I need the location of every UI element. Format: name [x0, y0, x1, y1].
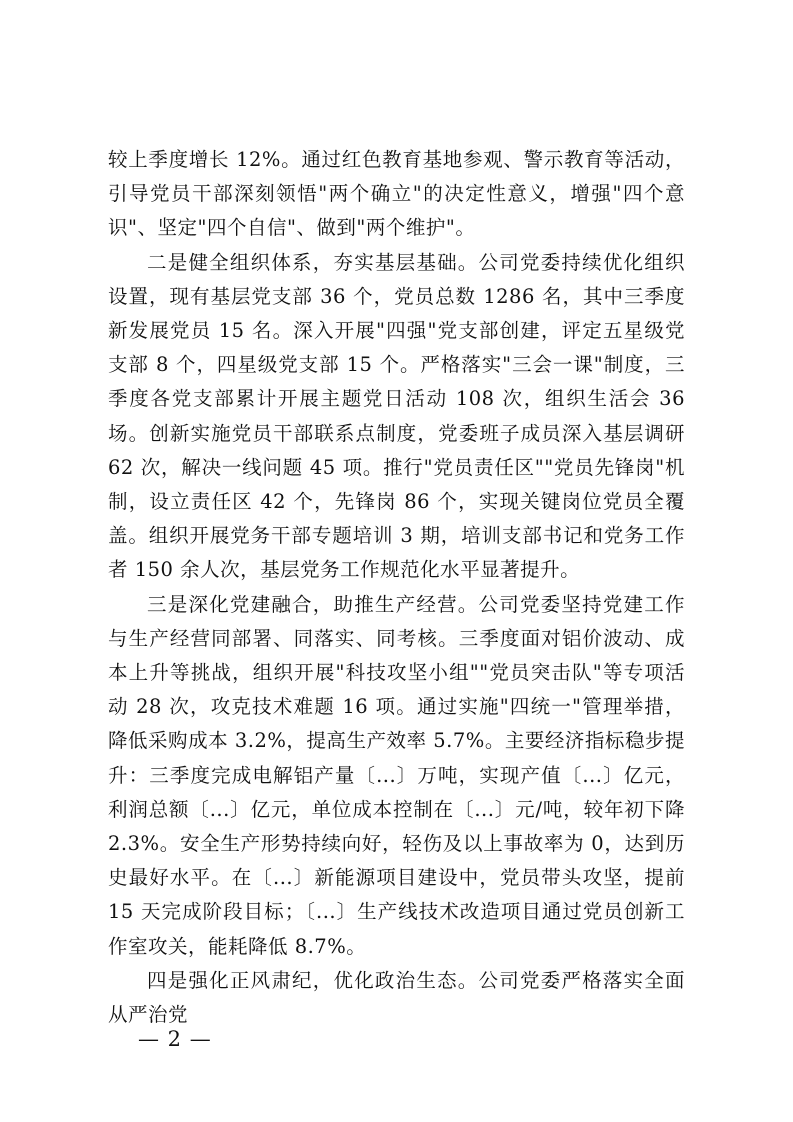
paragraph-continuation: 较上季度增长 12%。通过红色教育基地参观、警示教育等活动，引导党员干部深刻领悟"两个确立"的决定性意义，增强"四个意识"、坚定"四个自信"、做到"两个维护"。	[108, 148, 685, 240]
page-number: — 2 —	[138, 1027, 212, 1051]
paragraph-organization-system: 二是健全组织体系，夯实基层基础。公司党委持续优化组织设置，现有基层党支部 36 个，党员总数 1286 名，其中三季度新发展党员 15 名。深入开展"四强"党支部创建，评定五星级党支部 8 个，四星级党支部 15 个。严格落实"三会一课"制度，三季度各党支部累计开展主题党日活动 108 次，组织生活会 36 场。创新实施党员干部联系点制度，党委班子成员深入基层调研 62 次，解决一线问题 45 项。推行"党员责任区""党员先锋岗"机制，设立责任区 42 个，先锋岗 86 个，实现关键岗位党员全覆盖。组织开展党务干部专题培训 3 期，培训支部书记和党务工作者 150 余人次，基层党务工作规范化水平显著提升。	[108, 250, 685, 582]
paragraph-party-building-integration: 三是深化党建融合，助推生产经营。公司党委坚持党建工作与生产经营同部署、同落实、同考核。三季度面对铝价波动、成本上升等挑战，组织开展"科技攻坚小组""党员突击队"等专项活动 28 次，攻克技术难题 16 项。通过实施"四统一"管理举措，降低采购成本 3.2%，提高生产效率 5.7%。主要经济指标稳步提升：三季度完成电解铝产量〔...〕万吨，实现产值〔...〕亿元，利润总额〔...〕亿元，单位成本控制在〔...〕元/吨，较年初下降 2.3%。安全生产形势持续向好，轻伤及以上事故率为 0，达到历史最好水平。在〔...〕新能源项目建设中，党员带头攻坚，提前 15 天完成阶段目标；〔...〕生产线技术改造项目通过党员创新工作室攻关，能耗降低 8.7%。	[108, 592, 685, 958]
paragraph-discipline: 四是强化正风肃纪，优化政治生态。公司党委严格落实全面从严治党	[108, 968, 685, 1027]
document-body	[108, 143, 685, 1032]
